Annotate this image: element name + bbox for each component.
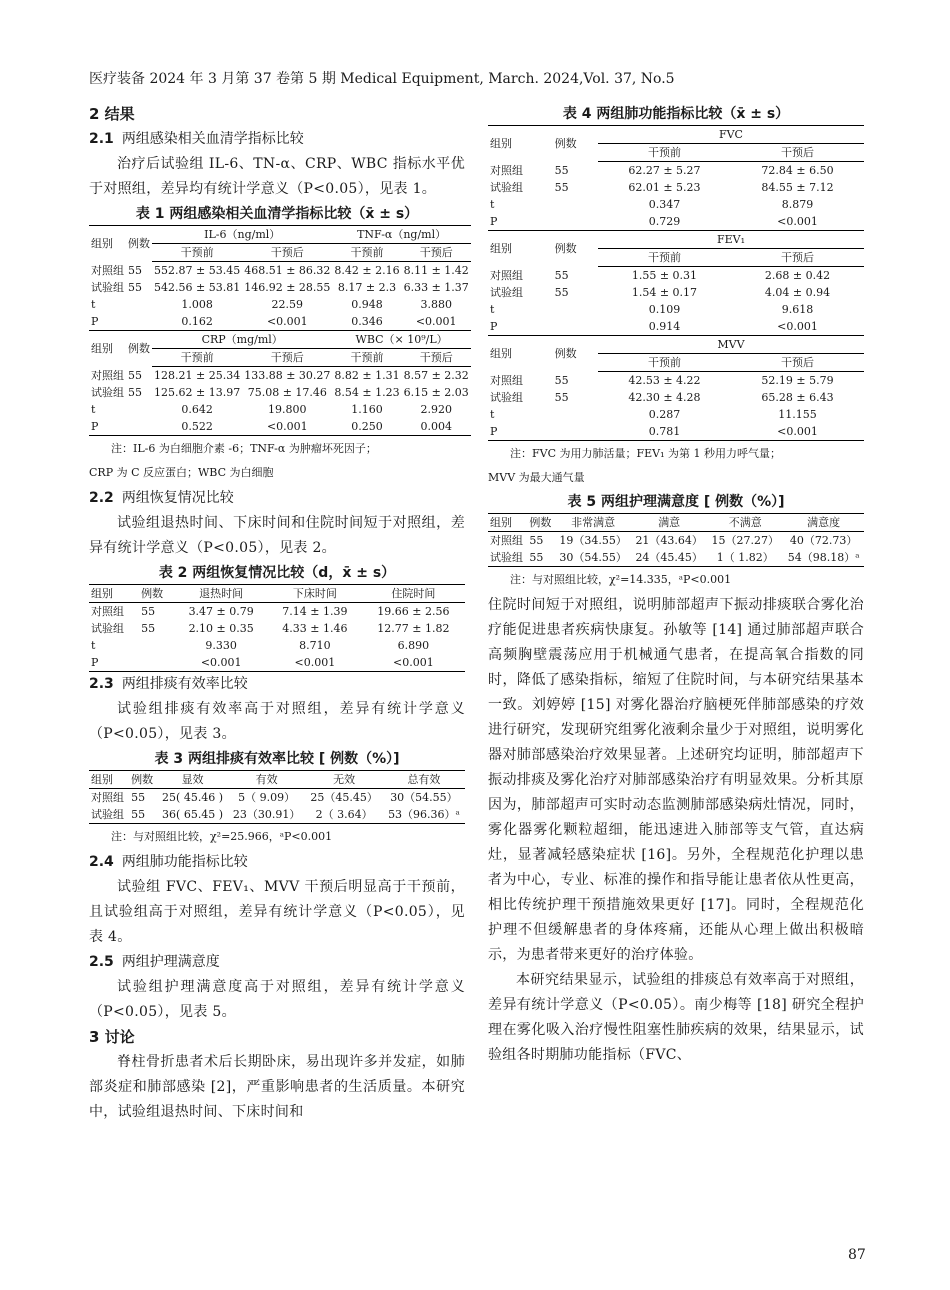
table-cell: 133.88 ± 30.27 — [244, 369, 331, 382]
section-2-3-text: 试验组排痰有效率高于对照组，差异有统计学意义（P<0.05），见表 3。 — [89, 701, 465, 742]
table-row — [488, 179, 864, 196]
table-cell: 55 — [554, 373, 569, 387]
table-cell: P — [91, 656, 99, 669]
table-cell: <0.001 — [266, 315, 308, 328]
table-cell: 7.14 ± 1.39 — [282, 605, 348, 618]
table-header-cell: 退热时间 — [174, 585, 268, 603]
table-cell: 146.92 ± 28.55 — [244, 281, 331, 294]
section-number: 2.1 — [89, 131, 114, 147]
table-cell: 42.30 ± 4.28 — [628, 391, 701, 404]
th-after: 干预后 — [242, 244, 332, 262]
table-cell: 0.948 — [351, 298, 383, 311]
table-row — [89, 806, 465, 824]
section-title: 两组排痰有效率比较 — [121, 676, 248, 692]
table-cell: 9.330 — [205, 639, 237, 652]
table-cell: <0.001 — [294, 656, 336, 669]
th-before: 干预前 — [332, 349, 401, 367]
table-3 — [89, 770, 465, 824]
table-cell — [553, 423, 598, 441]
table-cell: t — [91, 403, 96, 416]
table-4-note: 注：FVC 为用力肺活量；FEV₁ 为第 1 秒用力呼气量； — [510, 447, 781, 460]
table-2 — [89, 584, 465, 672]
th-n: 例数 — [126, 331, 152, 367]
table-cell: 对照组 — [91, 605, 124, 618]
table-cell: P — [490, 425, 498, 438]
table-cell: 62.27 ± 5.27 — [628, 164, 701, 177]
table-cell: 0.109 — [648, 303, 681, 316]
table-cell: 552.87 ± 53.45 — [154, 264, 241, 277]
table-cell: 4.33 ± 1.46 — [282, 622, 348, 635]
table-4 — [488, 125, 864, 441]
discussion-paragraph-1: 住院时间短于对照组，说明肺部超声下振动排痰联合雾化治疗能促进患者疾病快康复。孙敏等 [14] 通过肺部超声联合高频胸壁震荡应用于机械通气患者，在提高氧合指数的同时，降低了感染指标，缩短了住院时间，与本研究结果基本一致。刘婷婷 [15] 对雾化器治疗脑梗死伴肺部感染的疗效进行研究，发现研究组雾化液剩余量少于对照组，说明雾化器对肺部感染治疗效果显著。上述研究均证明，肺部超声下振动排痰及雾化治疗对肺部感染治疗有明显效果。分析其原因为，肺部超声可实时动态监测肺部感染病灶情况，同时，雾化器雾化颗粒超细，能迅速进入肺部等支气管，直达病灶，显著减轻感染症状 [16]。另外，全程规范化护理以患者为中心，专业、标准的操作和指导能让患者依从性更高，相比传统护理干预措施效果更好 [17]。同时，全程规范化护理不但缓解患者的身体疼痛，还能从心理上做出积极暗示，为患者带来更好的治疗体验。 — [488, 597, 864, 963]
table-cell: 1.160 — [351, 403, 383, 416]
table-cell: 试验组 — [490, 551, 523, 564]
table-cell: P — [91, 420, 99, 433]
table-cell: 2.920 — [420, 403, 452, 416]
section-2-3-heading — [89, 672, 465, 697]
table-cell: 75.08 ± 17.46 — [247, 386, 327, 399]
table-cell: 3.47 ± 0.79 — [188, 605, 254, 618]
table-header-cell: 例数 — [139, 585, 174, 603]
table-cell: 11.155 — [778, 408, 817, 421]
table-cell: 对照组 — [91, 791, 124, 804]
table-cell: 0.346 — [351, 315, 383, 328]
right-column — [488, 102, 864, 1068]
th-n: 例数 — [553, 231, 598, 267]
table-cell: 对照组 — [490, 373, 523, 387]
table-cell: t — [490, 303, 495, 316]
table-header-cell: 组别 — [89, 771, 129, 789]
table-cell: 试验组 — [490, 286, 523, 299]
table-cell: 试验组 — [91, 281, 124, 294]
table-cell: 40（72.73） — [789, 534, 858, 547]
table-cell: 8.42 ± 2.16 — [334, 264, 400, 277]
table-cell: 55 — [554, 268, 569, 282]
table-cell: 对照组 — [490, 534, 523, 547]
table-cell: 对照组 — [490, 268, 523, 282]
section-title: 两组恢复情况比较 — [121, 490, 234, 506]
table-cell: 试验组 — [91, 622, 124, 635]
table-cell: 468.51 ± 86.32 — [244, 264, 331, 277]
th-group: 组别 — [488, 336, 553, 372]
table-cell: <0.001 — [777, 215, 818, 228]
table-header-cell: 非常满意 — [555, 514, 631, 532]
section-3-heading: 3 讨论 — [89, 1028, 135, 1046]
th-metric: MVV — [598, 336, 864, 354]
table-row — [488, 389, 864, 406]
table-row — [89, 279, 471, 296]
table-cell: 0.781 — [648, 425, 681, 438]
table-1-note: 注：IL-6 为白细胞介素 -6；TNF-α 为肿瘤坏死因子； — [111, 442, 377, 455]
table-row — [89, 637, 465, 654]
table-cell: 1.54 ± 0.17 — [631, 286, 698, 299]
table-cell: <0.001 — [266, 420, 308, 433]
table-cell: 62.01 ± 5.23 — [628, 181, 701, 194]
left-column — [89, 102, 469, 1125]
table-cell: 5（ 9.09） — [238, 791, 296, 804]
table-header-cell: 总有效 — [383, 771, 465, 789]
table-cell: 8.54 ± 1.23 — [334, 386, 400, 399]
table-cell: 55 — [529, 551, 544, 564]
table-cell: 55 — [554, 391, 569, 404]
table-row — [89, 262, 471, 280]
th-before: 干预前 — [332, 244, 401, 262]
table-cell: 2.68 ± 0.42 — [764, 269, 831, 282]
section-number: 2.3 — [89, 676, 114, 692]
table-cell: 试验组 — [490, 181, 523, 194]
table-cell: 9.618 — [781, 303, 814, 316]
section-3-text: 脊柱骨折患者术后长期卧床，易出现许多并发症，如肺部炎症和肺部感染 [2]，严重影响患者的生活质量。本研究中，试验组退热时间、下床时间和 — [89, 1054, 465, 1120]
table-cell — [553, 213, 598, 231]
table-cell: t — [490, 408, 495, 421]
table-cell: 55 — [554, 286, 569, 299]
table-cell — [126, 296, 152, 313]
table-cell: 1.55 ± 0.31 — [631, 269, 698, 282]
th-group: 组别 — [89, 331, 126, 367]
th-before: 干预前 — [598, 144, 731, 162]
table-cell: 0.642 — [181, 403, 213, 416]
table-cell: 25（45.45） — [310, 791, 378, 804]
table-cell: 125.62 ± 13.97 — [154, 386, 241, 399]
table-5-note: 注：与对照组比较，χ²=14.335，ᵃP<0.001 — [510, 573, 732, 586]
th-tnf: TNF-α（ng/ml） — [332, 226, 470, 244]
th-group: 组别 — [490, 137, 512, 151]
table-cell: t — [91, 298, 96, 311]
table-cell: 对照组 — [91, 263, 124, 277]
section-2-heading: 2 结果 — [89, 105, 135, 123]
table-cell: 对照组 — [91, 368, 124, 382]
table-cell: 55 — [131, 791, 146, 804]
table-cell: 55 — [554, 181, 569, 194]
th-group: 组别 — [91, 237, 113, 251]
table-cell: 8.17 ± 2.3 — [337, 281, 397, 294]
table-row — [488, 196, 864, 213]
table-cell — [126, 401, 152, 418]
table-row — [488, 284, 864, 301]
th-after: 干预后 — [731, 249, 864, 267]
section-number: 2.5 — [89, 954, 114, 970]
table-cell — [126, 313, 152, 331]
page-number: 87 — [848, 1247, 866, 1263]
table-1 — [89, 225, 471, 436]
th-crp: CRP（mg/ml） — [152, 331, 332, 349]
running-header: 医疗装备 2024 年 3 月第 37 卷第 5 期 Medical Equipment, March. 2024,Vol. 37, No.5 — [89, 71, 675, 87]
table-cell — [553, 318, 598, 336]
table-cell: 55 — [141, 605, 156, 618]
table-header-cell: 组别 — [89, 585, 139, 603]
table-cell: 1（ 1.82） — [716, 551, 774, 564]
table-cell: 试验组 — [91, 386, 124, 399]
table-cell: 8.11 ± 1.42 — [403, 264, 469, 277]
table-cell: 2（ 3.64） — [315, 808, 373, 821]
section-2-1-text: 治疗后试验组 IL-6、TN-α、CRP、WBC 指标水平优于对照组，差异均有统计学意义（P<0.05），见表 1。 — [89, 156, 465, 197]
table-cell: 2.10 ± 0.35 — [188, 622, 254, 635]
table-cell: 0.347 — [648, 198, 681, 211]
table-cell — [553, 301, 598, 318]
table-cell: 3.880 — [420, 298, 452, 311]
table-cell: 0.250 — [351, 420, 383, 433]
table-row — [89, 296, 471, 313]
table-header-cell: 满意 — [631, 514, 707, 532]
table-cell: 30（54.55） — [559, 551, 627, 564]
table-3-note: 注：与对照组比较，χ²=25.966，ᵃP<0.001 — [111, 830, 333, 843]
table-row — [488, 162, 864, 180]
table-cell: 21（43.64） — [635, 534, 703, 547]
table-cell: 对照组 — [490, 163, 523, 177]
table-cell: 55 — [554, 163, 569, 177]
table-cell: 12.77 ± 1.82 — [377, 622, 450, 635]
table-row — [89, 401, 471, 418]
table-cell: 19.800 — [268, 403, 307, 416]
table-cell: 试验组 — [91, 808, 124, 821]
table-header-cell: 无效 — [305, 771, 383, 789]
section-number: 2.4 — [89, 854, 114, 870]
table-cell: <0.001 — [777, 320, 818, 333]
section-2-2-text: 试验组退热时间、下床时间和住院时间短于对照组，差异有统计学意义（P<0.05），见表 2。 — [89, 515, 465, 556]
table-cell: 19（34.55） — [559, 534, 627, 547]
table-row — [488, 318, 864, 336]
table-row — [89, 789, 465, 807]
table-row — [89, 603, 465, 621]
section-number: 2.2 — [89, 490, 114, 506]
table-cell: 6.890 — [397, 639, 430, 652]
table-cell: 65.28 ± 6.43 — [761, 391, 834, 404]
table-header-cell: 下床时间 — [268, 585, 362, 603]
table-cell: t — [490, 198, 495, 211]
table-cell: 19.66 ± 2.56 — [377, 605, 450, 618]
table-row — [89, 654, 465, 672]
th-metric: FVC — [598, 126, 864, 144]
th-before: 干预前 — [598, 249, 731, 267]
table-cell: 8.879 — [781, 198, 814, 211]
table-header-cell: 有效 — [228, 771, 306, 789]
th-before: 干预前 — [152, 349, 242, 367]
th-group: 组别 — [488, 231, 553, 267]
table-cell: 0.729 — [648, 215, 681, 228]
table-header-cell: 住院时间 — [362, 585, 465, 603]
table-1-note-cont: CRP 为 C 反应蛋白；WBC 为白细胞 — [89, 466, 274, 479]
table-cell — [139, 637, 174, 654]
th-n: 例数 — [553, 336, 598, 372]
table-header-cell: 例数 — [527, 514, 555, 532]
table-cell: 1.008 — [181, 298, 213, 311]
section-2-5-heading — [89, 950, 465, 975]
table-row — [488, 372, 864, 390]
table-cell: 25( 45.46 ) — [162, 791, 224, 804]
table-header-cell: 显效 — [157, 771, 228, 789]
section-title: 两组肺功能指标比较 — [121, 854, 248, 870]
table-cell: 55 — [529, 534, 544, 547]
table-cell: 84.55 ± 7.12 — [761, 181, 834, 194]
table-cell: 0.004 — [420, 420, 452, 433]
table-cell: 0.522 — [181, 420, 213, 433]
table-1-caption: 表 1 两组感染相关血清学指标比较（x̄ ± s） — [135, 206, 419, 222]
table-cell: 128.21 ± 25.34 — [154, 369, 241, 382]
table-cell: 55 — [128, 386, 142, 399]
table-cell — [553, 406, 598, 423]
table-cell: 30（54.55） — [390, 791, 458, 804]
th-n: 例数 — [128, 237, 150, 251]
table-header-cell: 组别 — [488, 514, 527, 532]
table-row — [89, 367, 471, 385]
table-cell: 8.710 — [299, 639, 331, 652]
table-cell: 0.287 — [648, 408, 681, 421]
discussion-paragraph-2: 本研究结果显示，试验组的排痰总有效率高于对照组，差异有统计学意义（P<0.05）。南少梅等 [18] 研究全程护理在雾化吸入治疗慢性阻塞性肺疾病的效果，结果显示，试验组各时期肺功能指标（FVC、 — [488, 972, 864, 1063]
table-header-cell: 不满意 — [707, 514, 783, 532]
th-after: 干预后 — [402, 244, 471, 262]
table-cell: 55 — [128, 281, 142, 294]
table-cell: 22.59 — [271, 298, 304, 311]
table-cell: 8.57 ± 2.32 — [403, 369, 469, 382]
table-cell: 15（27.27） — [711, 534, 780, 547]
table-cell: 55 — [128, 263, 142, 277]
table-row — [89, 620, 465, 637]
table-cell: 36( 65.45 ) — [162, 808, 224, 821]
table-cell: 试验组 — [490, 391, 523, 404]
table-cell: 6.33 ± 1.37 — [403, 281, 469, 294]
th-before: 干预前 — [598, 354, 731, 372]
table-row — [488, 549, 864, 567]
table-cell: 8.82 ± 1.31 — [334, 369, 400, 382]
table-cell — [126, 418, 152, 436]
table-cell: 55 — [131, 808, 146, 821]
table-4-note-cont: MVV 为最大通气量 — [488, 471, 585, 484]
table-cell: t — [91, 639, 96, 652]
section-2-2-heading — [89, 486, 465, 511]
table-cell: 6.15 ± 2.03 — [403, 386, 469, 399]
table-cell: 23（30.91） — [232, 808, 301, 821]
table-row — [488, 213, 864, 231]
table-4-caption: 表 4 两组肺功能指标比较（x̄ ± s） — [562, 106, 790, 122]
th-il6: IL-6（ng/ml） — [152, 226, 332, 244]
section-2-4-text: 试验组 FVC、FEV₁、MVV 干预后明显高于干预前，且试验组高于对照组，差异有统计学意义（P<0.05），见表 4。 — [89, 879, 465, 945]
table-cell: 55 — [128, 368, 142, 382]
table-row — [488, 301, 864, 318]
table-cell: 42.53 ± 4.22 — [628, 374, 701, 387]
section-2-5-text: 试验组护理满意度高于对照组，差异有统计学意义（P<0.05），见表 5。 — [89, 979, 465, 1020]
table-cell: 24（45.45） — [635, 551, 703, 564]
table-cell: P — [490, 215, 498, 228]
table-header-cell: 满意度 — [783, 514, 864, 532]
section-2-4-heading — [89, 850, 465, 875]
th-n: 例数 — [554, 137, 577, 151]
th-after: 干预后 — [402, 349, 471, 367]
table-row — [89, 418, 471, 436]
table-cell: 4.04 ± 0.94 — [764, 286, 831, 299]
table-row — [488, 267, 864, 285]
table-cell: 55 — [141, 622, 156, 635]
table-cell — [553, 196, 598, 213]
table-cell: P — [91, 315, 99, 328]
table-row — [89, 313, 471, 331]
table-cell: 52.19 ± 5.79 — [761, 374, 834, 387]
table-cell: <0.001 — [200, 656, 242, 669]
table-cell: 54（98.18）ᵃ — [787, 551, 860, 564]
table-row — [488, 423, 864, 441]
table-3-caption: 表 3 两组排痰有效率比较 [ 例数（%）] — [154, 751, 400, 767]
table-header-cell: 例数 — [129, 771, 157, 789]
table-5-caption: 表 5 两组护理满意度 [ 例数（%）] — [567, 494, 785, 510]
th-after: 干预后 — [731, 354, 864, 372]
section-2-1-heading — [89, 127, 465, 152]
table-cell — [139, 654, 174, 672]
table-row — [488, 532, 864, 550]
table-cell: 72.84 ± 6.50 — [761, 164, 834, 177]
section-title: 两组感染相关血清学指标比较 — [121, 131, 304, 147]
th-before: 干预前 — [152, 244, 242, 262]
table-row — [488, 406, 864, 423]
table-cell: P — [490, 320, 498, 333]
table-row — [89, 384, 471, 401]
table-2-caption: 表 2 两组恢复情况比较（d，x̄ ± s） — [158, 565, 396, 581]
table-cell: <0.001 — [393, 656, 434, 669]
th-after: 干预后 — [731, 144, 864, 162]
th-metric: FEV₁ — [598, 231, 864, 249]
table-cell: 542.56 ± 53.81 — [154, 281, 241, 294]
table-cell: <0.001 — [777, 425, 818, 438]
th-wbc: WBC（× 10⁹/L） — [332, 331, 470, 349]
th-after: 干预后 — [242, 349, 332, 367]
table-5 — [488, 513, 864, 567]
table-cell: 0.162 — [181, 315, 213, 328]
table-cell: 53（96.36）ᵃ — [388, 808, 460, 821]
table-cell: 0.914 — [648, 320, 681, 333]
table-cell: <0.001 — [415, 315, 457, 328]
section-title: 两组护理满意度 — [121, 954, 220, 970]
